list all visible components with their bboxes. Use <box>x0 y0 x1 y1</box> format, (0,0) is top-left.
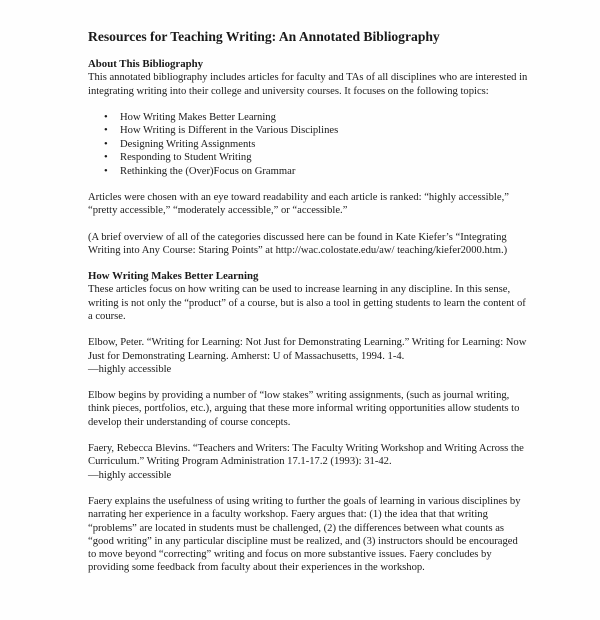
about-heading: About This Bibliography <box>88 58 204 70</box>
section-intro: These articles focus on how writing can be used to increase learning in any discipline. In this sense, writing is not only the “product” of a course, but is also a tool in getting students to learn the content of a course. <box>88 284 526 322</box>
ranking-paragraph: Articles were chosen with an eye toward readability and each article is ranked: “highly accessible,” “pretty accessible,” “moderately accessible,” or “accessible.” <box>88 191 509 217</box>
page-title: Resources for Teaching Writing: An Annotated Bibliography <box>88 29 440 44</box>
section-heading: How Writing Makes Better Learning <box>88 270 259 283</box>
entry-summary: Faery explains the usefulness of using writing to further the goals of learning in various disciplines by narrating her experience in a faculty workshop. Faery argues that: (1) the idea that that writing “problems” are located in students must be challenged, (2) the differences between what counts as “good writing” in any particular discipline must be realized, and (3) instructors should be encouraged to move beyond “correcting” writing and focus on more substantive issues. Faery concludes by providing some feedback from faculty about their experiences in the workshop. <box>88 495 521 574</box>
topic-item: • How Writing Makes Better Learning <box>120 111 528 124</box>
entry-rank: —highly accessible <box>88 363 172 375</box>
entry-citation: Elbow, Peter. “Writing for Learning: Not Just for Demonstrating Learning.” Writing for Learning: Now Just for Demonstrating Learning. Amherst: U of Massachusetts, 1994. 1-4. <box>88 337 527 362</box>
entry-rank: —highly accessible <box>88 469 172 481</box>
topic-item: • Designing Writing Assignments <box>120 138 528 151</box>
entry-citation: Faery, Rebecca Blevins. “Teachers and Writers: The Faculty Writing Workshop and Writing Across the Curriculum.” Writing Program Administration 17.1-17.2 (1993): 31-42. <box>88 443 524 468</box>
document-content <box>88 28 528 575</box>
topic-item: • Responding to Student Writing <box>120 151 528 164</box>
topic-item: • Rethinking the (Over)Focus on Grammar <box>120 165 528 178</box>
topic-item: • How Writing is Different in the Various Disciplines <box>120 124 528 137</box>
overview-paragraph: (A brief overview of all of the categories discussed here can be found in Kate Kiefer’s “Integrating Writing into Any Course: Staring Points” at http://wac.colostate.edu/aw/ teaching/kiefer2000.htm.) <box>88 231 508 256</box>
about-intro: This annotated bibliography includes articles for faculty and TAs of all disciplines who are interested in integrating writing into their college and university courses. It focuses on the following topics: <box>88 72 528 97</box>
entry-summary: Elbow begins by providing a number of “low stakes” writing assignments, (such as journal writing, think pieces, portfolios, etc.), arguing that these more informal writing opportunities allow students to develop their understanding of course concepts. <box>88 390 520 428</box>
topic-list <box>88 111 528 178</box>
